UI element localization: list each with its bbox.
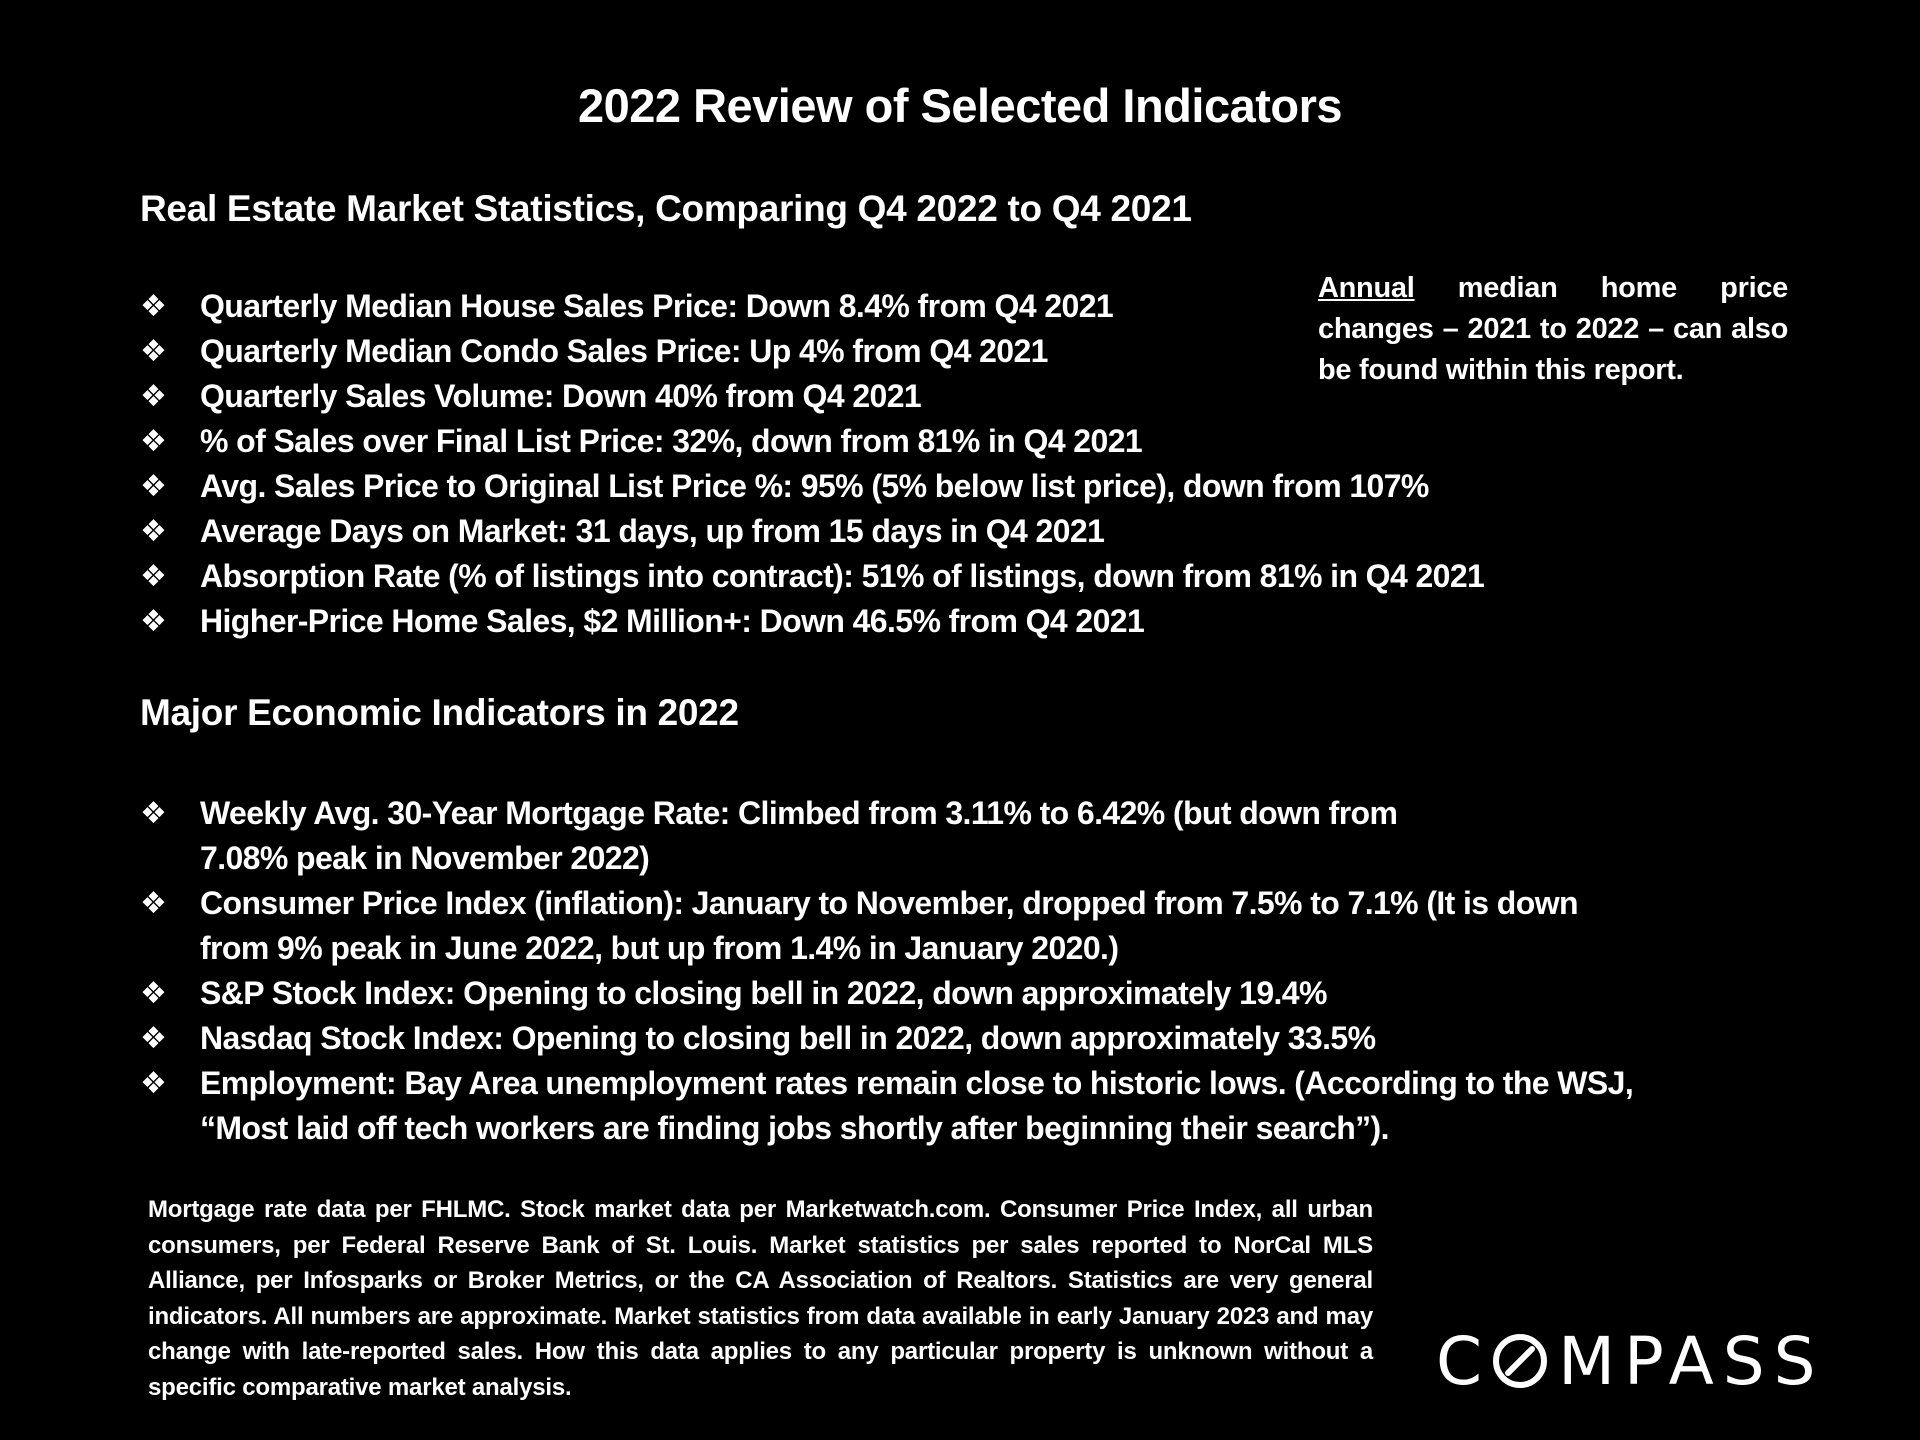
diamond-bullet-icon: ❖ — [140, 1021, 167, 1056]
bullet-text: Weekly Avg. 30-Year Mortgage Rate: Climbed from 3.11% to 6.42% (but down from 7.08% peak in November 2022) — [200, 795, 1398, 876]
bullet-text: Nasdaq Stock Index: Opening to closing bell in 2022, down approximately 33.5% — [200, 1020, 1376, 1056]
logo-letter-c: C — [1436, 1322, 1492, 1400]
compass-o-icon — [1491, 1332, 1549, 1390]
diamond-bullet-icon: ❖ — [140, 1066, 167, 1101]
list-item — [140, 464, 1620, 509]
bullet-text: % of Sales over Final List Price: 32%, down from 81% in Q4 2021 — [200, 423, 1143, 459]
bullet-text: Employment: Bay Area unemployment rates remain close to historic lows. (According to the WSJ, “Most laid off tech workers are finding jobs shortly after beginning their search”). — [200, 1065, 1634, 1146]
bullet-text: S&P Stock Index: Opening to closing bell in 2022, down approximately 19.4% — [200, 975, 1327, 1011]
list-item — [140, 1016, 1660, 1061]
diamond-bullet-icon: ❖ — [140, 886, 167, 921]
page-title: 2022 Review of Selected Indicators — [577, 79, 1343, 132]
bullet-text: Consumer Price Index (inflation): January to November, dropped from 7.5% to 7.1% (It is down from 9% peak in June 2022, but up from 1.4% in January 2020.) — [200, 885, 1578, 966]
list-item — [140, 971, 1660, 1016]
diamond-bullet-icon: ❖ — [140, 334, 167, 369]
list-item — [140, 509, 1620, 554]
bullet-text: Quarterly Median House Sales Price: Down 8.4% from Q4 2021 — [200, 288, 1114, 324]
bullet-text: Absorption Rate (% of listings into contract): 51% of listings, down from 81% in Q4 2021 — [200, 558, 1485, 594]
list-item — [140, 599, 1620, 644]
list-item — [140, 791, 1450, 881]
list-item — [140, 881, 1640, 971]
bullet-text: Avg. Sales Price to Original List Price %: 95% (5% below list price), down from 107% — [200, 468, 1429, 504]
compass-logo — [1436, 1322, 1825, 1400]
economic-bullet-list — [140, 791, 1640, 1151]
list-item — [140, 419, 1620, 464]
diamond-bullet-icon: ❖ — [140, 604, 167, 639]
annual-price-note — [1318, 268, 1788, 391]
bullet-text: Quarterly Median Condo Sales Price: Up 4% from Q4 2021 — [200, 333, 1048, 369]
diamond-bullet-icon: ❖ — [140, 469, 167, 504]
source-footnote: Mortgage rate data per FHLMC. Stock market data per Marketwatch.com. Consumer Price Index, all urban consumers, per Federal Reserve Bank of St. Louis. Market statistics per sales reported to NorCal MLS Alliance, per Infosparks or Broker Metrics, or the CA Association of Realtors. Statistics are very general indicators. All numbers are approximate. Market statistics from data available in early January 2023 and may change with late-reported sales. How this data applies to any particular property is unknown without a specific comparative market analysis. — [148, 1196, 1373, 1401]
bullet-text: Average Days on Market: 31 days, up from 15 days in Q4 2021 — [200, 513, 1105, 549]
annual-note-text: median home price changes – 2021 to 2022 – can also be found within this report. — [1318, 272, 1788, 386]
diamond-bullet-icon: ❖ — [140, 424, 167, 459]
list-item — [140, 1061, 1710, 1151]
diamond-bullet-icon: ❖ — [140, 514, 167, 549]
diamond-bullet-icon: ❖ — [140, 796, 167, 831]
diamond-bullet-icon: ❖ — [140, 379, 167, 414]
bullet-text: Quarterly Sales Volume: Down 40% from Q4 2021 — [200, 378, 922, 414]
list-item — [140, 554, 1620, 599]
economic-heading: Major Economic Indicators in 2022 — [140, 692, 739, 733]
bullet-text: Higher-Price Home Sales, $2 Million+: Down 46.5% from Q4 2021 — [200, 603, 1145, 639]
diamond-bullet-icon: ❖ — [140, 289, 167, 324]
annual-underlined-word: Annual — [1318, 272, 1415, 304]
real-estate-heading: Real Estate Market Statistics, Comparing Q4 2022 to Q4 2021 — [140, 188, 1192, 229]
logo-letters-rest: MPASS — [1558, 1322, 1825, 1400]
diamond-bullet-icon: ❖ — [140, 559, 167, 594]
diamond-bullet-icon: ❖ — [140, 976, 167, 1011]
